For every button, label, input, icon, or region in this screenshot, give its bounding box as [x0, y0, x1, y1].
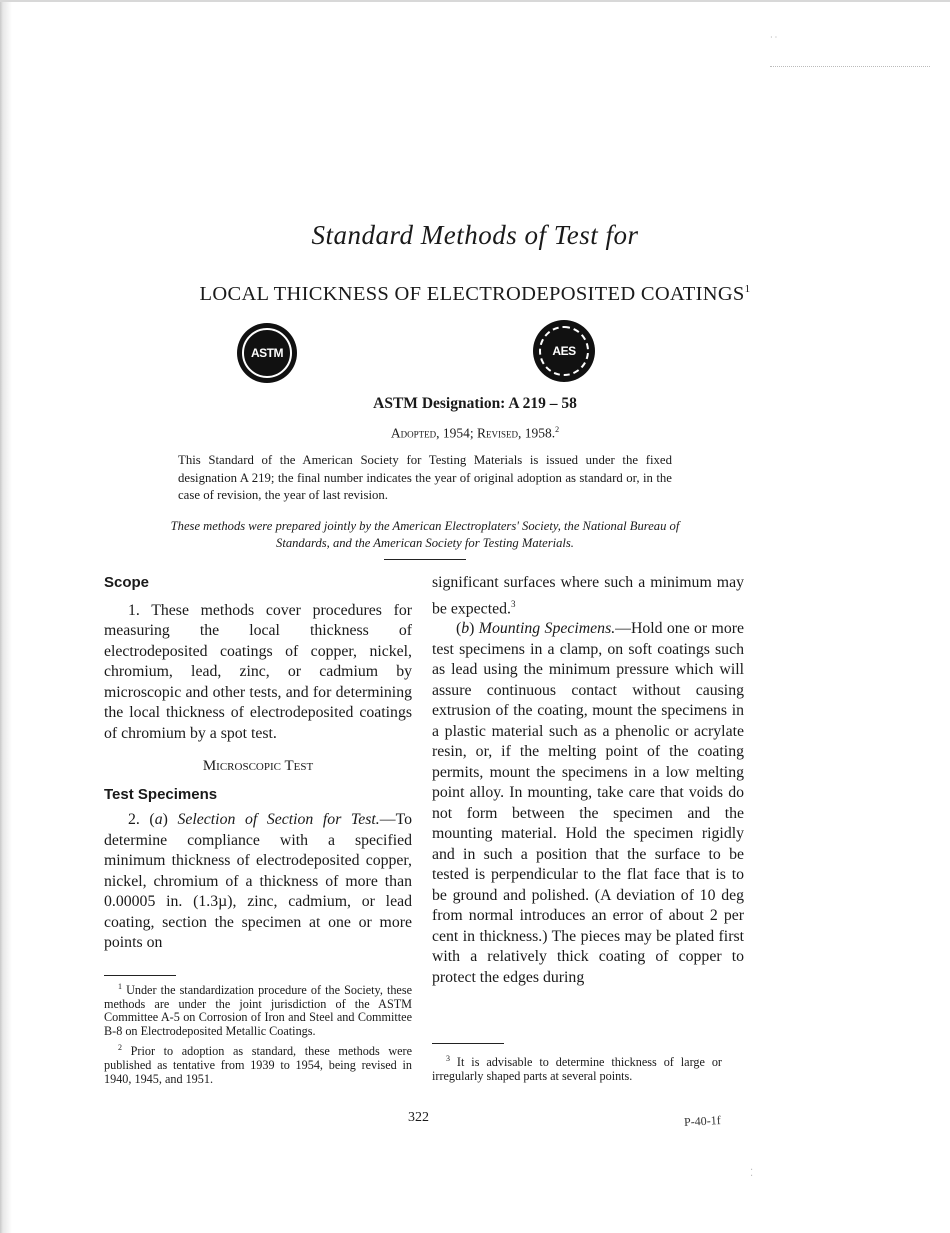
astm-logo-icon [237, 323, 297, 383]
selection-title: Selection of Section for Test. [177, 811, 380, 828]
revised-label: Revised [477, 425, 519, 441]
designation-notice: This Standard of the American Society for Testing Materials is issued under the fixed designation A 219; the final number indicates the year of original adoption as standard or, in the case of revision, the year of last revision. [178, 453, 672, 502]
footnote-rule-left [104, 975, 176, 976]
adopted-year: , 1954; [436, 425, 477, 441]
selection-body: —To determine compliance with a specified minimum thickness of electrodeposited copper, nickel, chromium of a thickness of more than 0.00005 in. (1.3µ), zinc, cadmium, or lead coating, section the specimen at one or more points on [104, 811, 413, 951]
scan-corner-mark: · · [770, 33, 778, 42]
subtitle-text: LOCAL THICKNESS OF ELECTRODEPOSITED COATINGS [199, 283, 745, 305]
mounting-paren: ) [469, 620, 479, 638]
selection-letter: a [154, 811, 163, 828]
footnote-1-text: Under the standardization procedure of the Society, these methods are under the joint jurisdiction of the ASTM Committee A-5 on Corrosion of Iron and Steel and Committee B-8 on Electrodeposited Metallic Coatings. [104, 983, 412, 1038]
scope-heading: Scope [104, 574, 150, 591]
astm-designation: ASTM Designation: A 219 – 58 [373, 395, 577, 412]
microscopic-test-caption: Microscopic Test [202, 758, 314, 774]
revised-year: , 1958. [518, 425, 556, 441]
document-subtitle [0, 283, 950, 306]
adoption-line [0, 425, 950, 442]
mounting-title: Mounting Specimens. [478, 620, 616, 638]
society-seal-text: AES [552, 344, 576, 358]
astm-logo-text: ASTM [251, 346, 283, 360]
left-column [104, 573, 412, 954]
footnote-3-text: It is advisable to determine thickness of large or irregularly shaped parts at several points. [432, 1055, 722, 1083]
test-specimens-heading: Test Specimens [104, 785, 218, 803]
selection-paren: ) [162, 811, 178, 828]
subtitle-footnote-mark: 1 [744, 283, 751, 296]
scan-left-edge-shadow [0, 0, 12, 1233]
joint-preparation-statement: These methods were prepared jointly by the American Electroplaters' Society, the National Bureau of Standards, and the American Society for Testing Materials. [170, 519, 680, 550]
footnote-1 [104, 980, 412, 1038]
page-number: 322 [408, 1110, 429, 1125]
footnote-rule-right [432, 1043, 504, 1044]
mounting-paragraph [432, 619, 744, 988]
footnote-3-mark: 3 [446, 1054, 450, 1063]
footnote-3 [432, 1052, 722, 1083]
handwritten-stamp: P-40-1f [683, 1113, 721, 1129]
scan-specks: ⁚ [750, 1168, 754, 1179]
footnote-2 [104, 1041, 412, 1086]
scope-paragraph: 1. These methods cover procedures for measuring the local thickness of electrodeposited coatings of copper, nickel, chromium, lead, zinc, or cadmium by microscopic and other tests, and for determining the local thickness of electrodeposited coatings of chromium by a spot test. [104, 601, 412, 742]
continued-text: significant surfaces where such a minimum may be expected. [432, 574, 744, 617]
continued-footnote-mark: 3 [510, 598, 516, 609]
society-seal-icon [533, 320, 595, 382]
footnote-2-mark: 2 [118, 1043, 122, 1053]
footnote-2-text: Prior to adoption as standard, these methods were published as tentative from 1939 to 1954, being revised in 1940, 1945, and 1951. [104, 1044, 412, 1086]
selection-paragraph [104, 810, 412, 954]
mounting-letter: b [461, 620, 470, 638]
scan-dotted-artifact [770, 66, 930, 68]
selection-lead: 2. ( [128, 811, 155, 828]
adoption-footnote-mark: 2 [555, 425, 560, 434]
continued-paragraph [432, 573, 744, 619]
divider-rule [384, 559, 466, 560]
mounting-body: —Hold one or more test specimens in a clamp, on soft coatings such as lead using the minimum pressure which will assure continuous contact without causing extrusion of the coating, mount the specimens in a plastic material such as a phenolic or acrylate resin, or, if the melting point of the coating permits, mount the specimens in a low melting point alloy. In mounting, take care that voids do not form between the specimen and the mounting material. Hold the specimen rigidly and in such a position that the surface to be tested is perpendicular to the flat face that is to be ground and polished. (A deviation of 10 deg from normal introduces an error of about 2 per cent in thickness.) The pieces may be plated first with a relatively thick coating of copper to protect the edges during [432, 620, 744, 986]
footnote-1-mark: 1 [118, 982, 122, 991]
adopted-label: Adopted [390, 425, 437, 441]
right-column [432, 573, 744, 988]
mounting-lead: ( [456, 620, 462, 638]
scan-top-edge [0, 0, 950, 2]
left-footnotes [104, 975, 412, 1086]
document-title: Standard Methods of Test for [311, 220, 639, 250]
right-footnotes [432, 1043, 722, 1083]
